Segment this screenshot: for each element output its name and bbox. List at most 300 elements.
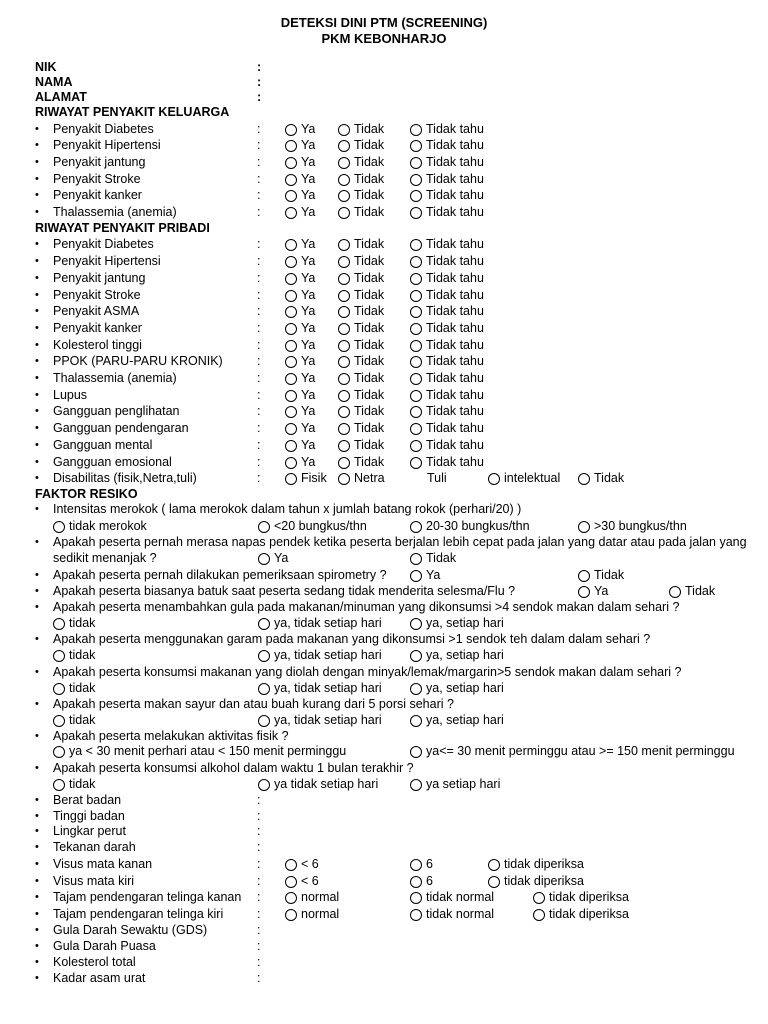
option-ya[interactable] bbox=[285, 204, 315, 221]
radio-circle-icon[interactable] bbox=[410, 373, 422, 385]
option-tidak[interactable] bbox=[338, 236, 384, 253]
radio-circle-icon[interactable] bbox=[285, 140, 297, 152]
colon: : bbox=[257, 90, 262, 104]
option-tidak-tahu[interactable] bbox=[410, 353, 484, 370]
radio-circle-icon[interactable] bbox=[410, 273, 422, 285]
option-tidak-tahu[interactable] bbox=[410, 320, 484, 337]
option-label: Ya bbox=[594, 584, 609, 598]
radio-circle-icon[interactable] bbox=[410, 779, 422, 791]
option-tidak[interactable] bbox=[338, 437, 384, 454]
radio-circle-icon[interactable] bbox=[410, 715, 422, 727]
option-ya[interactable] bbox=[285, 270, 315, 287]
colon: : bbox=[257, 122, 261, 136]
option-tidak-tahu[interactable] bbox=[410, 187, 484, 204]
option-ya-tidak-setiap[interactable] bbox=[258, 680, 382, 697]
colon: : bbox=[257, 371, 261, 385]
option-label: Tidak tahu bbox=[426, 388, 484, 402]
option-label: Ya bbox=[301, 254, 316, 268]
radio-circle-icon[interactable] bbox=[578, 586, 590, 598]
radio-circle-icon[interactable] bbox=[53, 779, 65, 791]
option-label: tidak normal bbox=[426, 907, 495, 921]
option-tidak[interactable] bbox=[338, 204, 384, 221]
option-tidak-merokok[interactable] bbox=[53, 518, 147, 535]
radio-circle-icon[interactable] bbox=[285, 390, 297, 402]
section-heading: RIWAYAT PENYAKIT KELUARGA bbox=[35, 105, 230, 119]
option-tidak[interactable] bbox=[53, 680, 95, 697]
radio-circle-icon[interactable] bbox=[410, 140, 422, 152]
field-label: Tajam pendengaran telinga kanan bbox=[53, 890, 242, 904]
option-label: < 6 bbox=[301, 874, 319, 888]
question-text: Apakah peserta biasanya batuk saat peserta sedang tidak menderita selesma/Flu ? bbox=[53, 584, 516, 598]
radio-circle-icon[interactable] bbox=[285, 306, 297, 318]
radio-circle-icon[interactable] bbox=[258, 715, 270, 727]
radio-circle-icon[interactable] bbox=[285, 273, 297, 285]
radio-circle-icon[interactable] bbox=[338, 423, 350, 435]
sugar-question bbox=[0, 599, 768, 616]
option-ya[interactable] bbox=[285, 387, 315, 404]
radio-circle-icon[interactable] bbox=[258, 650, 270, 662]
radio-circle-icon[interactable] bbox=[410, 892, 422, 904]
option-tidak-tahu[interactable] bbox=[410, 204, 484, 221]
colon: : bbox=[257, 939, 261, 953]
radio-circle-icon[interactable] bbox=[410, 876, 422, 888]
radio-circle-icon[interactable] bbox=[410, 859, 422, 871]
radio-circle-icon[interactable] bbox=[488, 876, 500, 888]
option-tidak-tahu[interactable] bbox=[410, 137, 484, 154]
option-label: Tidak bbox=[354, 254, 385, 268]
option-tidak-tahu[interactable] bbox=[410, 287, 484, 304]
option-tidak[interactable] bbox=[338, 270, 384, 287]
radio-circle-icon[interactable] bbox=[410, 683, 422, 695]
option-label: Ya bbox=[301, 155, 316, 169]
radio-circle-icon[interactable] bbox=[53, 683, 65, 695]
option-tidak[interactable] bbox=[338, 137, 384, 154]
tekanan-darah-row bbox=[0, 839, 768, 856]
radio-circle-icon[interactable] bbox=[338, 306, 350, 318]
radio-circle-icon[interactable] bbox=[338, 273, 350, 285]
radio-circle-icon[interactable] bbox=[285, 157, 297, 169]
radio-circle-icon[interactable] bbox=[258, 618, 270, 630]
radio-circle-icon[interactable] bbox=[53, 521, 65, 533]
option-ya-setiap[interactable] bbox=[410, 712, 504, 729]
option-tidak[interactable] bbox=[338, 420, 384, 437]
disease-label: Penyakit ASMA bbox=[53, 304, 140, 318]
radio-circle-icon[interactable] bbox=[338, 356, 350, 368]
option-tidak[interactable] bbox=[338, 454, 384, 471]
option-label: Tidak tahu bbox=[426, 438, 484, 452]
option-tidak-tahu[interactable] bbox=[410, 454, 484, 471]
radio-circle-icon[interactable] bbox=[338, 390, 350, 402]
radio-circle-icon[interactable] bbox=[410, 909, 422, 921]
colon: : bbox=[257, 793, 261, 807]
radio-circle-icon[interactable] bbox=[53, 746, 65, 758]
option-tidak[interactable] bbox=[53, 712, 95, 729]
option-lt30[interactable] bbox=[53, 743, 346, 760]
field-label: Gula Darah Puasa bbox=[53, 939, 156, 953]
radio-circle-icon[interactable] bbox=[285, 440, 297, 452]
radio-circle-icon[interactable] bbox=[410, 423, 422, 435]
radio-circle-icon[interactable] bbox=[410, 124, 422, 136]
radio-circle-icon[interactable] bbox=[578, 570, 590, 582]
radio-circle-icon[interactable] bbox=[285, 356, 297, 368]
question-text: Apakah peserta menambahkan gula pada makanan/minuman yang dikonsumsi >4 sendok makan dalam sehari ? bbox=[53, 600, 680, 614]
radio-circle-icon[interactable] bbox=[258, 553, 270, 565]
question-text: Apakah peserta pernah dilakukan pemeriksaan spirometry ? bbox=[53, 568, 387, 582]
option-tidak-tahu[interactable] bbox=[410, 403, 484, 420]
option-tidak-tahu[interactable] bbox=[410, 370, 484, 387]
option-tidak-diperiksa[interactable] bbox=[488, 873, 584, 890]
option-ya[interactable] bbox=[285, 154, 315, 171]
radio-circle-icon[interactable] bbox=[410, 650, 422, 662]
radio-circle-icon[interactable] bbox=[410, 239, 422, 251]
option-tidak[interactable] bbox=[53, 647, 95, 664]
option-tidak-tahu[interactable] bbox=[410, 420, 484, 437]
option-label: Tidak bbox=[594, 471, 625, 485]
radio-circle-icon[interactable] bbox=[285, 892, 297, 904]
bullet: • bbox=[35, 422, 39, 434]
bullet: • bbox=[35, 439, 39, 451]
personal-history-row bbox=[0, 387, 768, 404]
radio-circle-icon[interactable] bbox=[285, 373, 297, 385]
option-label: tidak merokok bbox=[69, 519, 147, 533]
option-tidak[interactable] bbox=[338, 370, 384, 387]
radio-circle-icon[interactable] bbox=[410, 256, 422, 268]
option-label: Ya bbox=[301, 354, 316, 368]
bullet: • bbox=[35, 891, 39, 903]
radio-circle-icon[interactable] bbox=[285, 406, 297, 418]
option-label: Tidak bbox=[354, 205, 385, 219]
option-ya-setiap[interactable] bbox=[410, 615, 504, 632]
radio-circle-icon[interactable] bbox=[488, 473, 500, 485]
disease-label: Gangguan pendengaran bbox=[53, 421, 189, 435]
field-label: Berat badan bbox=[53, 793, 122, 807]
radio-circle-icon[interactable] bbox=[338, 157, 350, 169]
radio-circle-icon[interactable] bbox=[285, 124, 297, 136]
radio-circle-icon[interactable] bbox=[488, 859, 500, 871]
field-label: Kadar asam urat bbox=[53, 971, 146, 985]
option-ya[interactable] bbox=[285, 337, 315, 354]
option-tidak-tahu[interactable] bbox=[410, 270, 484, 287]
radio-circle-icon[interactable] bbox=[410, 406, 422, 418]
radio-circle-icon[interactable] bbox=[338, 290, 350, 302]
option-label: Tidak bbox=[594, 568, 625, 582]
radio-circle-icon[interactable] bbox=[410, 190, 422, 202]
bullet: • bbox=[35, 730, 39, 742]
option-ya[interactable] bbox=[285, 236, 315, 253]
radio-circle-icon[interactable] bbox=[285, 859, 297, 871]
radio-circle-icon[interactable] bbox=[338, 473, 350, 485]
option-label: ya, setiap hari bbox=[426, 616, 504, 630]
option-ya-tidak-setiap[interactable] bbox=[258, 776, 378, 793]
radio-circle-icon[interactable] bbox=[410, 356, 422, 368]
radio-circle-icon[interactable] bbox=[578, 473, 590, 485]
radio-circle-icon[interactable] bbox=[53, 715, 65, 727]
option-tidak[interactable] bbox=[578, 470, 624, 487]
option-ya[interactable] bbox=[285, 121, 315, 138]
option-label: Ya bbox=[301, 205, 316, 219]
radio-circle-icon[interactable] bbox=[410, 390, 422, 402]
option-6[interactable] bbox=[410, 873, 433, 890]
option-normal[interactable] bbox=[285, 889, 339, 906]
radio-circle-icon[interactable] bbox=[410, 306, 422, 318]
personal-history-row bbox=[0, 287, 768, 304]
colon: : bbox=[257, 907, 261, 921]
option-tidak[interactable] bbox=[53, 776, 95, 793]
option-tidak[interactable] bbox=[338, 171, 384, 188]
personal-history-row bbox=[0, 236, 768, 253]
option-label: < 6 bbox=[301, 857, 319, 871]
radio-circle-icon[interactable] bbox=[285, 207, 297, 219]
option-ya-setiap[interactable] bbox=[410, 776, 500, 793]
radio-circle-icon[interactable] bbox=[285, 423, 297, 435]
bullet: • bbox=[35, 255, 39, 267]
radio-circle-icon[interactable] bbox=[285, 909, 297, 921]
bullet: • bbox=[35, 698, 39, 710]
option-label: Tidak bbox=[685, 584, 716, 598]
radio-circle-icon[interactable] bbox=[338, 140, 350, 152]
bullet: • bbox=[35, 825, 39, 837]
colon: : bbox=[257, 840, 261, 854]
option-tidak-diperiksa[interactable] bbox=[488, 856, 584, 873]
radio-circle-icon[interactable] bbox=[338, 239, 350, 251]
radio-circle-icon[interactable] bbox=[338, 174, 350, 186]
option-label: Ya bbox=[301, 438, 316, 452]
radio-circle-icon[interactable] bbox=[53, 618, 65, 630]
option-ya[interactable] bbox=[285, 320, 315, 337]
family-history-row bbox=[0, 171, 768, 188]
radio-circle-icon[interactable] bbox=[53, 650, 65, 662]
option-tidak[interactable] bbox=[338, 403, 384, 420]
option-label: Tidak tahu bbox=[426, 172, 484, 186]
radio-circle-icon[interactable] bbox=[669, 586, 681, 598]
option-label: Ya bbox=[301, 404, 316, 418]
option-tidak-tahu[interactable] bbox=[410, 236, 484, 253]
disease-label: Lupus bbox=[53, 388, 88, 402]
option-ya[interactable] bbox=[285, 454, 315, 471]
radio-circle-icon[interactable] bbox=[285, 457, 297, 469]
option-label: tidak diperiksa bbox=[549, 890, 629, 904]
radio-circle-icon[interactable] bbox=[338, 190, 350, 202]
radio-circle-icon[interactable] bbox=[410, 618, 422, 630]
bullet: • bbox=[35, 940, 39, 952]
gds-row bbox=[0, 922, 768, 939]
radio-circle-icon[interactable] bbox=[338, 373, 350, 385]
option-tidak[interactable] bbox=[338, 154, 384, 171]
radio-circle-icon[interactable] bbox=[533, 909, 545, 921]
radio-circle-icon[interactable] bbox=[258, 521, 270, 533]
radio-circle-icon[interactable] bbox=[285, 256, 297, 268]
disease-label: Kolesterol tinggi bbox=[53, 338, 142, 352]
radio-circle-icon[interactable] bbox=[410, 340, 422, 352]
radio-circle-icon[interactable] bbox=[285, 174, 297, 186]
option-ya[interactable] bbox=[285, 437, 315, 454]
option-tidak[interactable] bbox=[338, 337, 384, 354]
option-tidak[interactable] bbox=[338, 253, 384, 270]
option-ya[interactable] bbox=[285, 420, 315, 437]
bullet: • bbox=[35, 139, 39, 151]
radio-circle-icon[interactable] bbox=[410, 457, 422, 469]
option-tidak[interactable] bbox=[338, 121, 384, 138]
radio-circle-icon[interactable] bbox=[533, 892, 545, 904]
option-ya-setiap[interactable] bbox=[410, 680, 504, 697]
question-text: Apakah peserta konsumsi makanan yang diolah dengan minyak/lemak/margarin>5 sendok makan dalam sehari ? bbox=[53, 665, 682, 679]
radio-circle-icon[interactable] bbox=[410, 323, 422, 335]
question-text: Apakah peserta pernah merasa napas pendek ketika peserta berjalan lebih cepat pada jalan yang datar atau pada jalan yang bbox=[53, 535, 747, 549]
option-tidak-tahu[interactable] bbox=[410, 121, 484, 138]
disease-label: Penyakit Stroke bbox=[53, 288, 141, 302]
radio-circle-icon[interactable] bbox=[410, 440, 422, 452]
visus-kiri-row bbox=[0, 873, 768, 890]
option-ya[interactable] bbox=[410, 567, 440, 584]
radio-circle-icon[interactable] bbox=[338, 323, 350, 335]
option-ya[interactable] bbox=[285, 187, 315, 204]
radio-circle-icon[interactable] bbox=[338, 457, 350, 469]
radio-circle-icon[interactable] bbox=[410, 746, 422, 758]
radio-circle-icon[interactable] bbox=[410, 290, 422, 302]
radio-circle-icon[interactable] bbox=[285, 473, 297, 485]
bullet: • bbox=[35, 206, 39, 218]
option-label: Netra bbox=[354, 471, 385, 485]
option-label: Tidak tahu bbox=[426, 371, 484, 385]
option-6[interactable] bbox=[410, 856, 433, 873]
colon: : bbox=[257, 890, 261, 904]
option-label: tidak bbox=[69, 713, 96, 727]
option-ya[interactable] bbox=[285, 287, 315, 304]
personal-history-row bbox=[0, 403, 768, 420]
option-tidak[interactable] bbox=[338, 287, 384, 304]
option-label: Tidak bbox=[354, 172, 385, 186]
family-history-row bbox=[0, 204, 768, 221]
breath-options bbox=[0, 550, 768, 567]
colon: : bbox=[257, 321, 261, 335]
option-tidak-tahu[interactable] bbox=[410, 154, 484, 171]
option-ya[interactable] bbox=[285, 253, 315, 270]
colon: : bbox=[257, 809, 261, 823]
option-tidak[interactable] bbox=[338, 387, 384, 404]
bullet: • bbox=[35, 456, 39, 468]
radio-circle-icon[interactable] bbox=[410, 521, 422, 533]
option-tidak-tahu[interactable] bbox=[410, 437, 484, 454]
option-tidak-tahu[interactable] bbox=[410, 253, 484, 270]
option-label: tidak diperiksa bbox=[549, 907, 629, 921]
radio-circle-icon[interactable] bbox=[338, 440, 350, 452]
colon: : bbox=[257, 971, 261, 985]
radio-circle-icon[interactable] bbox=[410, 570, 422, 582]
option-tidak-normal[interactable] bbox=[410, 906, 494, 923]
option-lt6[interactable] bbox=[285, 873, 319, 890]
radio-circle-icon[interactable] bbox=[410, 174, 422, 186]
radio-circle-icon[interactable] bbox=[285, 190, 297, 202]
radio-circle-icon[interactable] bbox=[258, 779, 270, 791]
option-20-30[interactable] bbox=[410, 518, 530, 535]
option-gte150[interactable] bbox=[410, 743, 735, 760]
option-ya[interactable] bbox=[258, 550, 288, 567]
colon: : bbox=[257, 338, 261, 352]
option-tidak[interactable] bbox=[578, 567, 624, 584]
option-tidak[interactable] bbox=[338, 187, 384, 204]
option-label: Tidak bbox=[354, 321, 385, 335]
option-normal[interactable] bbox=[285, 906, 339, 923]
option-label: Ya bbox=[301, 338, 316, 352]
option-lt20[interactable] bbox=[258, 518, 367, 535]
option-tidak-normal[interactable] bbox=[410, 889, 494, 906]
option-tidak-diperiksa[interactable] bbox=[533, 889, 629, 906]
radio-circle-icon[interactable] bbox=[410, 157, 422, 169]
option-ya-tidak-setiap[interactable] bbox=[258, 712, 382, 729]
option-tidak-tahu[interactable] bbox=[410, 387, 484, 404]
radio-circle-icon[interactable] bbox=[338, 406, 350, 418]
option-ya[interactable] bbox=[285, 403, 315, 420]
option-fisik[interactable] bbox=[285, 470, 327, 487]
radio-circle-icon[interactable] bbox=[578, 521, 590, 533]
option-lt6[interactable] bbox=[285, 856, 319, 873]
option-tidak[interactable] bbox=[338, 320, 384, 337]
option-gt30[interactable] bbox=[578, 518, 687, 535]
option-tuli[interactable] bbox=[427, 470, 447, 487]
bullet: • bbox=[35, 238, 39, 250]
radio-circle-icon[interactable] bbox=[338, 340, 350, 352]
option-label: Tidak tahu bbox=[426, 321, 484, 335]
option-label: Tidak bbox=[354, 438, 385, 452]
option-label: Tidak tahu bbox=[426, 205, 484, 219]
radio-circle-icon[interactable] bbox=[258, 683, 270, 695]
option-tidak[interactable] bbox=[338, 353, 384, 370]
radio-circle-icon[interactable] bbox=[410, 207, 422, 219]
radio-circle-icon[interactable] bbox=[285, 239, 297, 251]
personal-history-row bbox=[0, 320, 768, 337]
radio-circle-icon[interactable] bbox=[338, 207, 350, 219]
disease-label: Penyakit jantung bbox=[53, 155, 146, 169]
radio-circle-icon[interactable] bbox=[410, 553, 422, 565]
radio-circle-icon[interactable] bbox=[285, 290, 297, 302]
field-label: Lingkar perut bbox=[53, 824, 126, 838]
option-tidak[interactable] bbox=[669, 583, 715, 600]
option-tidak-tahu[interactable] bbox=[410, 171, 484, 188]
option-intelektual[interactable] bbox=[488, 470, 560, 487]
alcohol-options bbox=[0, 776, 768, 793]
option-tidak[interactable] bbox=[338, 303, 384, 320]
radio-circle-icon[interactable] bbox=[338, 124, 350, 136]
radio-circle-icon[interactable] bbox=[285, 876, 297, 888]
option-ya[interactable] bbox=[285, 303, 315, 320]
bullet: • bbox=[35, 156, 39, 168]
bullet: • bbox=[35, 956, 39, 968]
option-tidak-diperiksa[interactable] bbox=[533, 906, 629, 923]
option-ya-tidak-setiap[interactable] bbox=[258, 615, 382, 632]
radio-circle-icon[interactable] bbox=[285, 323, 297, 335]
option-ya[interactable] bbox=[285, 137, 315, 154]
option-ya-setiap[interactable] bbox=[410, 647, 504, 664]
option-tidak-tahu[interactable] bbox=[410, 337, 484, 354]
option-netra[interactable] bbox=[338, 470, 385, 487]
bullet: • bbox=[35, 569, 39, 581]
option-tidak[interactable] bbox=[53, 615, 95, 632]
option-ya[interactable] bbox=[285, 370, 315, 387]
option-ya[interactable] bbox=[285, 353, 315, 370]
family-history-row bbox=[0, 187, 768, 204]
option-ya[interactable] bbox=[578, 583, 608, 600]
field-label: Tekanan darah bbox=[53, 840, 136, 854]
option-label: ya, setiap hari bbox=[426, 681, 504, 695]
salt-options bbox=[0, 647, 768, 664]
option-ya[interactable] bbox=[285, 171, 315, 188]
radio-circle-icon[interactable] bbox=[338, 256, 350, 268]
radio-circle-icon[interactable] bbox=[285, 340, 297, 352]
bullet: • bbox=[35, 339, 39, 351]
option-tidak[interactable] bbox=[410, 550, 456, 567]
option-ya-tidak-setiap[interactable] bbox=[258, 647, 382, 664]
option-tidak-tahu[interactable] bbox=[410, 303, 484, 320]
